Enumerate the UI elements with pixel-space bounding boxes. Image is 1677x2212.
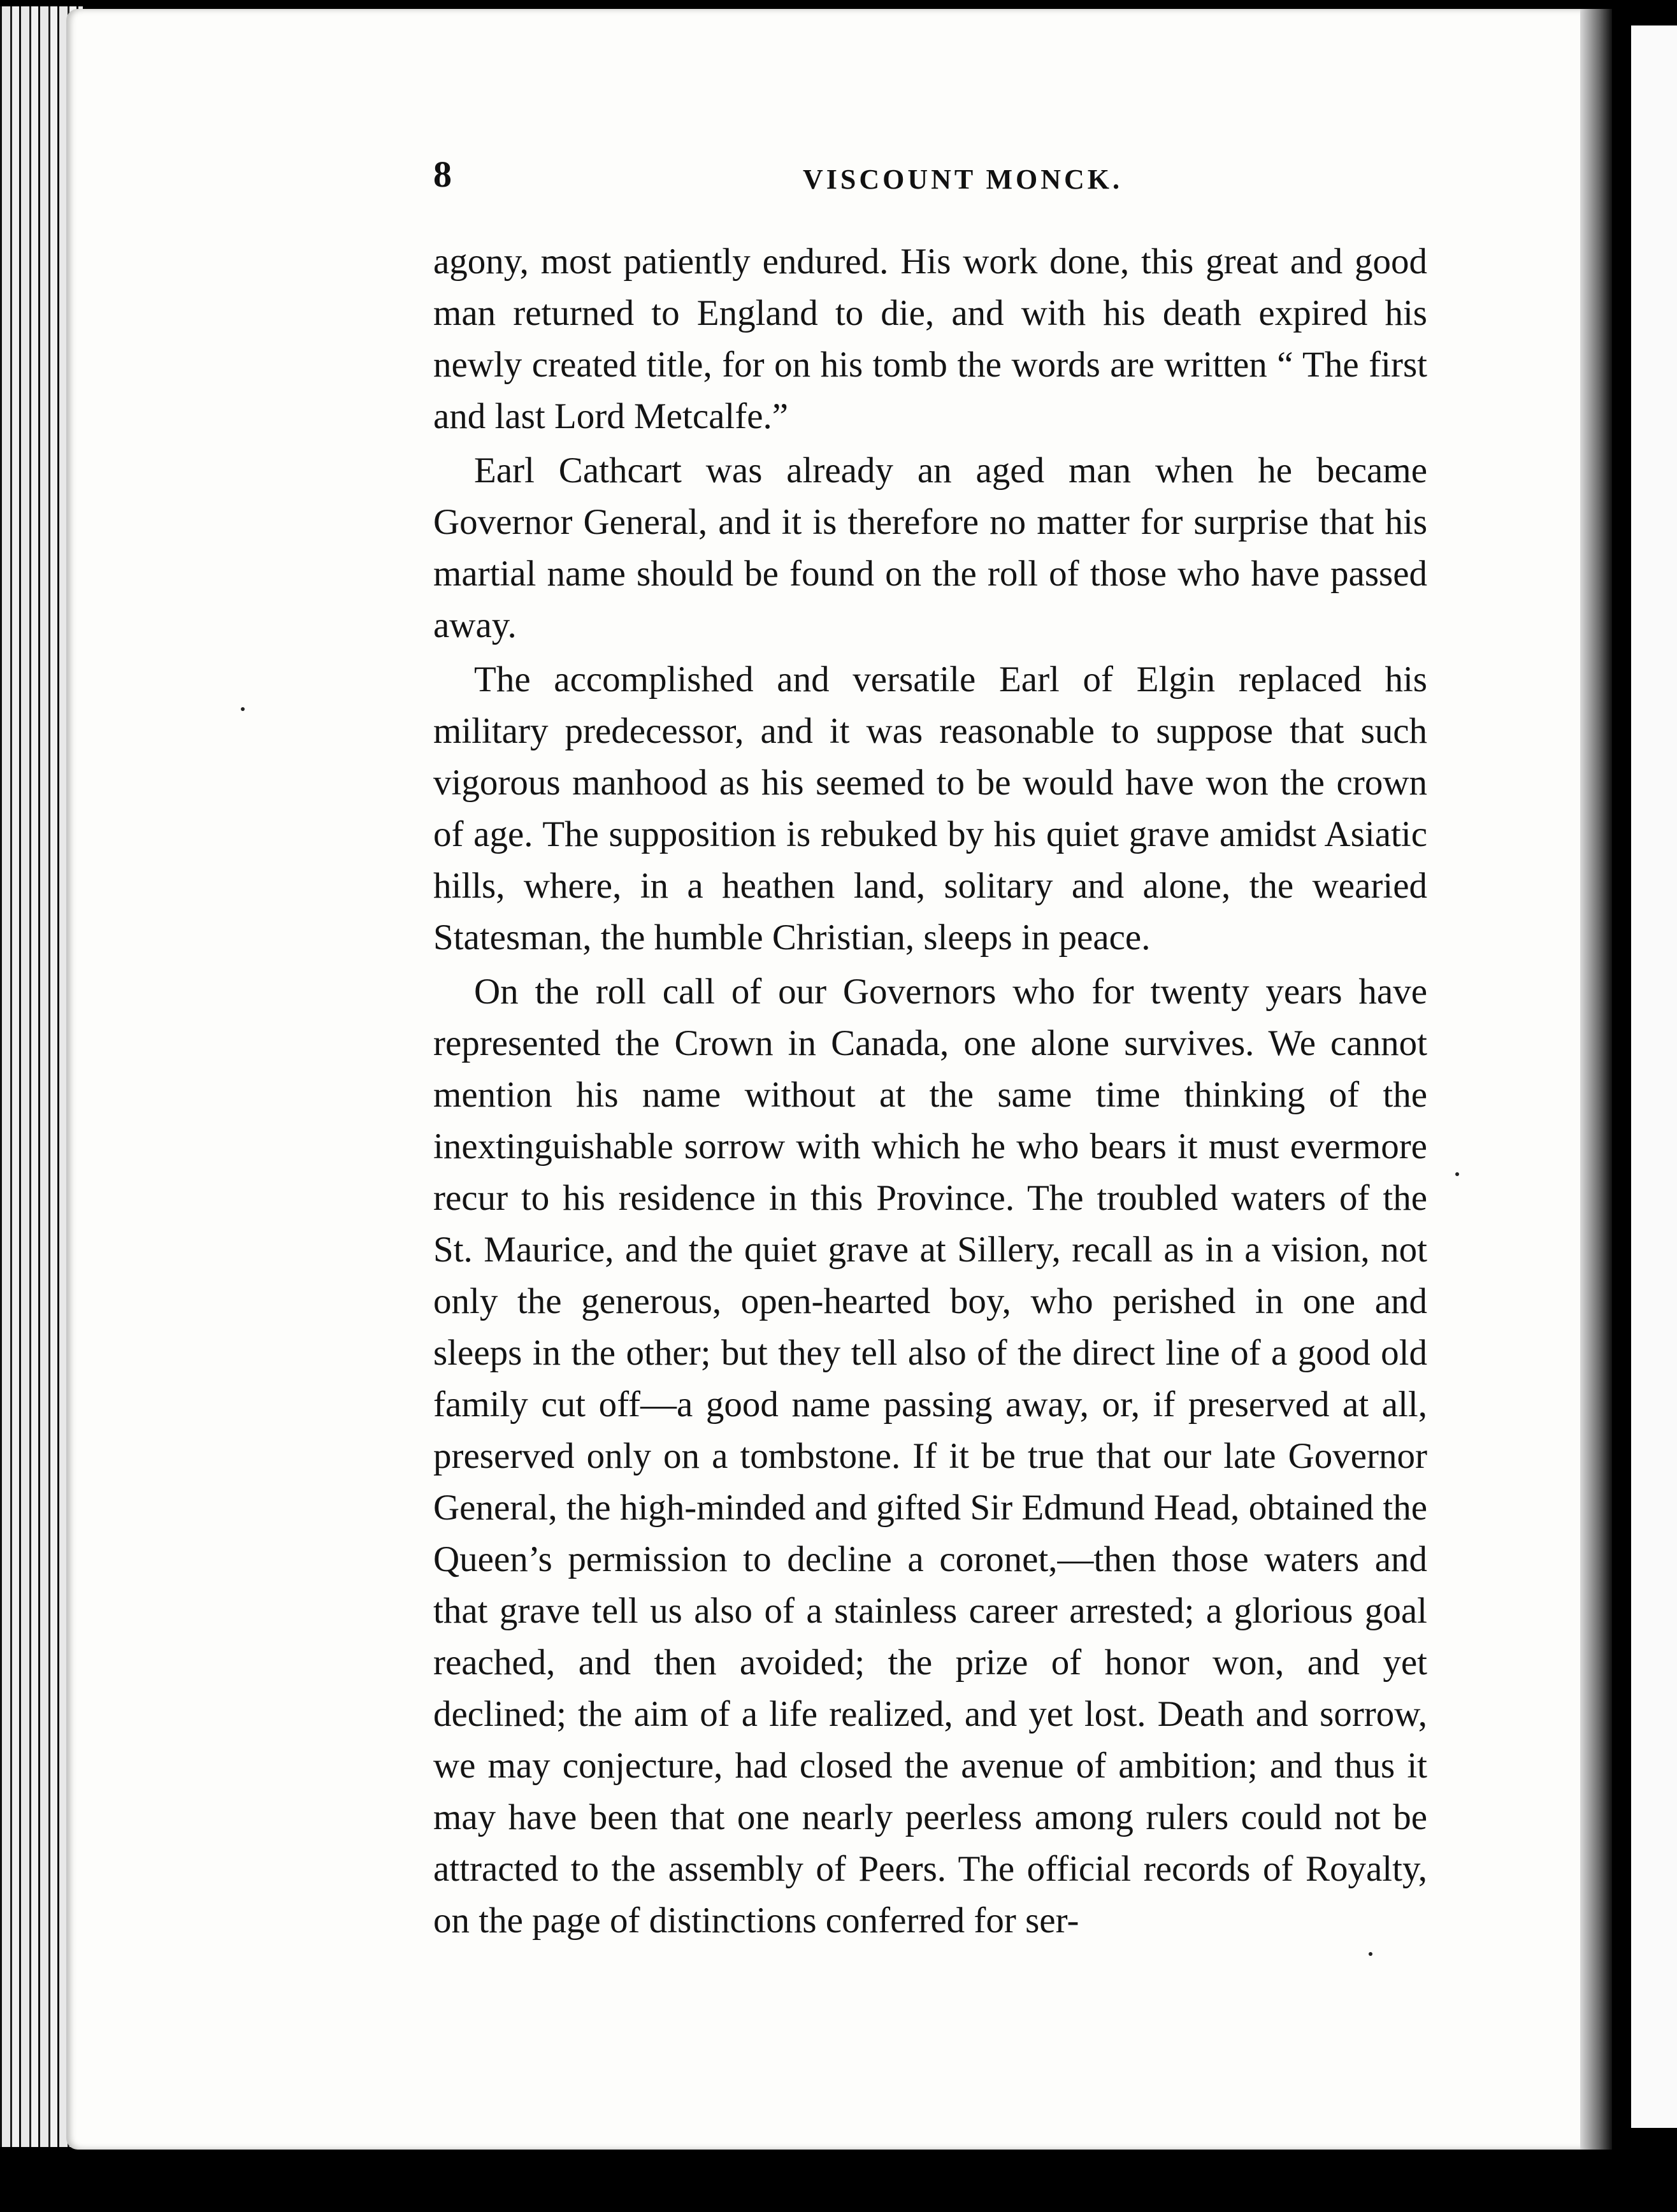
paragraph: Earl Cathcart was already an aged man when he became Governor General, and it is therefore no matter for surprise that his martial name should be found on the roll of those who have passed away. <box>433 450 1427 645</box>
scan-speck <box>1369 1952 1372 1956</box>
running-head <box>433 153 1478 210</box>
running-head-title: VISCOUNT MONCK. <box>803 164 1123 195</box>
paragraph: agony, most patiently endured. His work done, this great and good man returned to England to die, and with his death expired his newly created title, for on his tomb the words are written “ The first and last Lord Metcalfe.” <box>433 241 1427 436</box>
paragraph: The accomplished and versatile Earl of Elgin replaced his military predecessor, and it was reasonable to suppose that such vigorous manhood as his seemed to be would have won the crown of age. The supposition is rebuked by his quiet grave amidst Asiatic hills, where, in a heathen land, solitary and alone, the wearied Statesman, the humble Christian, sleeps in peace. <box>433 659 1427 958</box>
scan-speck <box>1455 1172 1459 1176</box>
scan-speck <box>241 707 245 711</box>
paragraph: On the roll call of our Governors who for twenty years have represented the Crown in Canada, one alone survives. We cannot mention his name without at the same time thinking of the inextinguishable sorrow with which he who bears it must evermore recur to his residence in this Province. The troubled waters of the St. Maurice, and the quiet grave at Sillery, recall as in a vision, not only the generous, open-hearted boy, who perished in one and sleeps in the other; but they tell also of the direct line of a good old family cut off—a good name passing away, or, if preserved at all, preserved only on a tombstone. If it be true that our late Governor General, the high-minded and gifted Sir Edmund Head, obtained the Queen’s permission to decline a coronet,—then those waters and that grave tell us also of a stainless career arrested; a glorious goal reached, and then avoided; the prize of honor won, and yet declined; the aim of a life realized, and yet lost. Death and sorrow, we may conjecture, had closed the avenue of ambition; and thus it may have been that one nearly peerless among rulers could not be attracted to the assembly of Peers. The official records of Royalty, on the page of distinctions conferred for ser- <box>433 972 1427 1941</box>
page-number: 8 <box>433 154 452 195</box>
page-gutter-shadow <box>1580 9 1612 2150</box>
next-page-edge <box>1631 25 1677 2128</box>
body-text <box>433 236 1427 1949</box>
